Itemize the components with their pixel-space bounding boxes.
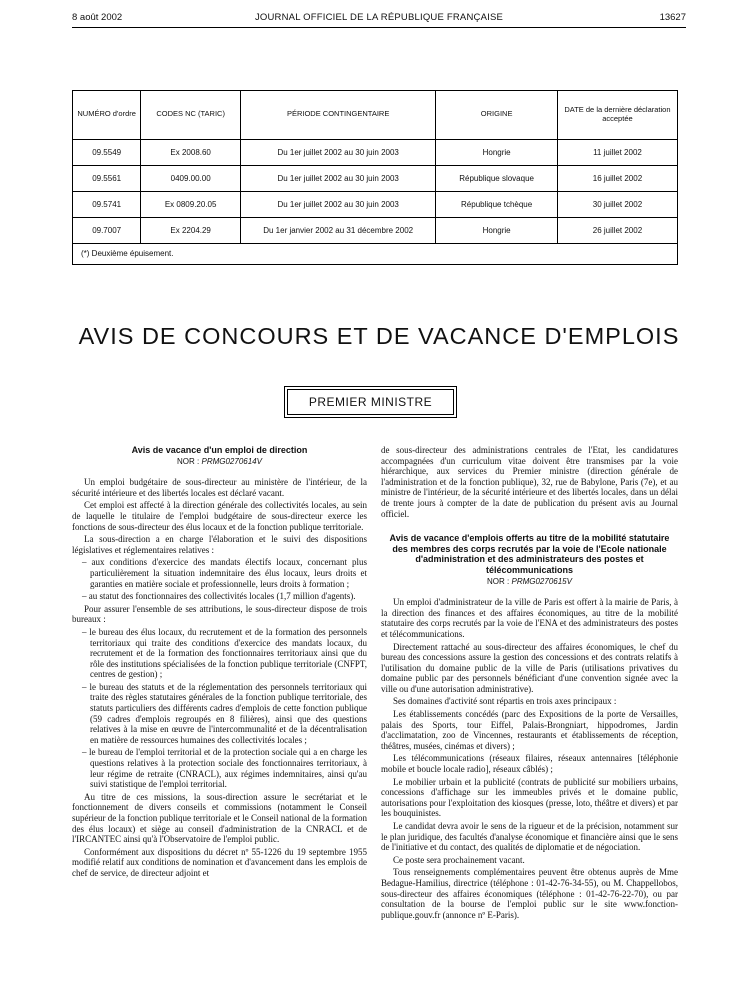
table-row xyxy=(73,165,677,191)
cell: 16 juillet 2002 xyxy=(557,165,677,191)
cell: 09.5741 xyxy=(73,191,141,217)
cell: 09.7007 xyxy=(73,217,141,243)
cell: Hongrie xyxy=(436,139,558,165)
notice-title: Avis de vacance d'un emploi de direction xyxy=(131,445,308,455)
cell: République slovaque xyxy=(436,165,558,191)
paragraph: Directement rattaché au sous-directeur des affaires économiques, le chef du bureau des concessions assure la gestion des concessions et des contrats relatifs à l'utilisation du domaine public de la ville de Paris (utilisations privatives du domaine public par des personnels bénéficiant d'une convention signée avec la ville ou d'une autorisation administrative). xyxy=(381,641,678,694)
list-item: – au statut des fonctionnaires des collectivités locales (1,7 million d'agents). xyxy=(82,591,356,602)
ministry-box: PREMIER MINISTRE xyxy=(287,389,454,415)
paragraph: Le candidat devra avoir le sens de la rigueur et de la précision, notamment sur le plan juridique, des facultés d'analyse économique et financière ainsi que le sens de l'initiative et du contact, des qualités de diplomatie et de négociation. xyxy=(381,821,678,853)
nor-reference: NOR : PRMG0270615V xyxy=(487,576,572,586)
table-header-row xyxy=(73,91,677,139)
paragraph: Tous renseignements complémentaires peuvent être obtenus auprès de Mme Bedague-Hamilius, directrice (téléphone : 01-42-76-34-55), ou M. Chappellobos, sous-directeur des affaires économiques (téléphone : 01-42-76-22-70), ou par consultation de la bourse de l'emploi public sur le site www.fonction-publique.gouv.fr (annonce nº E-Paris). xyxy=(381,867,678,920)
page-header xyxy=(72,12,686,28)
cell: 30 juillet 2002 xyxy=(557,191,677,217)
list-item: – le bureau des statuts et de la réglementation des personnels territoriaux qui traite des règles statutaires générales de la fonction publique territoriale, des statuts particuliers des différents cadres d'emplois de cette fonction publique (59 cadres d'emplois regroupés en 8 filières), ainsi que des questions relatives à la mise en œuvre de l'intercommunalité et de la décentralisation en matière de ressources humaines des collectivités locales ; xyxy=(82,681,367,745)
col-header: DATE de la dernière déclaration acceptée xyxy=(557,91,677,139)
cell: Du 1er janvier 2002 au 31 décembre 2002 xyxy=(241,217,436,243)
paragraph: La sous-direction a en charge l'élaboration et le suivi des dispositions législatives et réglementaires relatives : xyxy=(72,534,367,555)
col-header: ORIGINE xyxy=(436,91,558,139)
paragraph: Conformément aux dispositions du décret nº 55-1226 du 19 septembre 1955 modifié relatif aux conditions de nomination et d'avancement dans les emplois de chef de service, de directeur adjoint et xyxy=(72,846,367,878)
cell: Du 1er juillet 2002 au 30 juin 2003 xyxy=(241,139,436,165)
paragraph: Cet emploi est affecté à la direction générale des collectivités locales, au sein de laquelle le titulaire de l'emploi budgétaire de sous-directeur exerce les fonctions de sous-directeur des élus locaux et de la fonction publique territoriale. xyxy=(72,500,367,532)
list-item: – le bureau de l'emploi territorial et de la protection sociale qui a en charge les questions relatives à la protection sociale des fonctionnaires territoriaux, à leur régime de retraite (CNRACL), aux régimes indemnitaires, ainsi qu'au suivi statistique de l'emploi territorial. xyxy=(82,747,367,790)
col-header: NUMÉRO d'ordre xyxy=(73,91,141,139)
section-main-title: AVIS DE CONCOURS ET DE VACANCE D'EMPLOIS xyxy=(78,323,680,349)
table-row xyxy=(73,191,677,217)
page-number: 13627 xyxy=(659,12,686,23)
list-item: – aux conditions d'exercice des mandats électifs locaux, concernant plus particulièrement la situation indemnitaire des élus locaux, leurs droits et garanties en matière sociale et professionnelle, leurs droits à formation ; xyxy=(82,557,367,589)
cell: 11 juillet 2002 xyxy=(557,139,677,165)
cell: Ex 2008.60 xyxy=(141,139,241,165)
notice-title: Avis de vacance d'emplois offerts au titre de la mobilité statutaire des membres des corps recrutés par la voie de l'Ecole nationale d'administration et des administrateurs des postes et télécommunications xyxy=(389,533,670,575)
cell: Ex 2204.29 xyxy=(141,217,241,243)
table-row xyxy=(73,217,677,243)
paragraph: Le mobilier urbain et la publicité (contrats de publicité sur mobiliers urbains, concessions d'affichage sur les immeubles privés et le domaine public, autorisations pour l'exploitation des kiosques (presse, loto, théâtre et divers) et par les bouquinistes. xyxy=(381,776,678,819)
issue-date: 8 août 2002 xyxy=(72,12,123,23)
paragraph: Ses domaines d'activité sont répartis en trois axes principaux : xyxy=(393,696,617,707)
quota-table xyxy=(72,90,678,265)
nor-reference: NOR : PRMG0270614V xyxy=(177,456,262,466)
cell: 26 juillet 2002 xyxy=(557,217,677,243)
journal-title: JOURNAL OFFICIEL DE LA RÉPUBLIQUE FRANÇAISE xyxy=(254,12,504,23)
left-column xyxy=(72,445,367,881)
paragraph: Les télécommunications (réseaux filaires, réseaux antennaires [téléphonie mobile et boucle locale radio], réseaux câblés) ; xyxy=(381,753,678,775)
cell: 09.5561 xyxy=(73,165,141,191)
col-header: CODES NC (TARIC) xyxy=(141,91,241,139)
cell: Hongrie xyxy=(436,217,558,243)
paragraph: Pour assurer l'ensemble de ses attributions, le sous-directeur dispose de trois bureaux : xyxy=(72,603,367,625)
list-item: – le bureau des élus locaux, du recrutement et de la formation des personnels territoriaux qui traite des conditions d'exercice des mandats locaux, du recrutement et de la formation des fonctionnaires territoriaux ainsi que du rôle des institutions spécialisées de la fonction publique territoriale (CNFPT, centres de gestion) ; xyxy=(82,626,367,680)
cell: Ex 0809.20.05 xyxy=(141,191,241,217)
cell: 09.5549 xyxy=(73,139,141,165)
header-rule xyxy=(72,27,686,28)
col-header: PÉRIODE CONTINGENTAIRE xyxy=(241,91,436,139)
right-column xyxy=(381,445,678,922)
cell: Du 1er juillet 2002 au 30 juin 2003 xyxy=(241,191,436,217)
cell: République tchèque xyxy=(436,191,558,217)
paragraph: Ce poste sera prochainement vacant. xyxy=(393,854,525,865)
paragraph: Un emploi d'administrateur de la ville de Paris est offert à la mairie de Paris, à la direction des finances et des affaires économiques, au titre de la mobilité statutaire des corps recrutés par la voie de l'ENA et des administrateurs des postes et télécommunications. xyxy=(381,597,678,639)
paragraph: Au titre de ces missions, la sous-direction assure le secrétariat et le fonctionnement de divers conseils et commissions (notamment le Conseil supérieur de la fonction publique territoriale et le Conseil national de la formation des élus locaux) et siège au conseil d'administration de la CNRACL et de l'IRCANTEC ainsi qu'à l'Observatoire de l'emploi public. xyxy=(72,791,367,845)
paragraph: de sous-directeur des administrations centrales de l'Etat, les candidatures accompagnées d'un curriculum vitae doivent être transmises par la voie hiérarchique, aux services du Premier ministre (direction générale de l'administration et de la fonction publique), 32, rue de Babylone, Paris (7e), et au ministre de l'intérieur, de la sécurité intérieure et des libertés locales, dans un délai de trente jours à compter de la date de publication du présent avis au Journal officiel. xyxy=(381,445,678,519)
paragraph: Les établissements concédés (parc des Expositions de la porte de Versailles, palais des Sports, tour Eiffel, Palais-Brongniart, hippodromes, Jardin d'acclimatation, zoo de Vincennes, restaurants et établissements de réception, théâtres, musées, cinémas et divers) ; xyxy=(381,709,678,751)
table-row xyxy=(73,139,677,165)
cell: Du 1er juillet 2002 au 30 juin 2003 xyxy=(241,165,436,191)
cell: 0409.00.00 xyxy=(141,165,241,191)
table-footnote: (*) Deuxième épuisement. xyxy=(81,248,174,258)
paragraph: Un emploi budgétaire de sous-directeur au ministère de l'intérieur, de la sécurité intérieure et des libertés locales est déclaré vacant. xyxy=(72,477,367,498)
